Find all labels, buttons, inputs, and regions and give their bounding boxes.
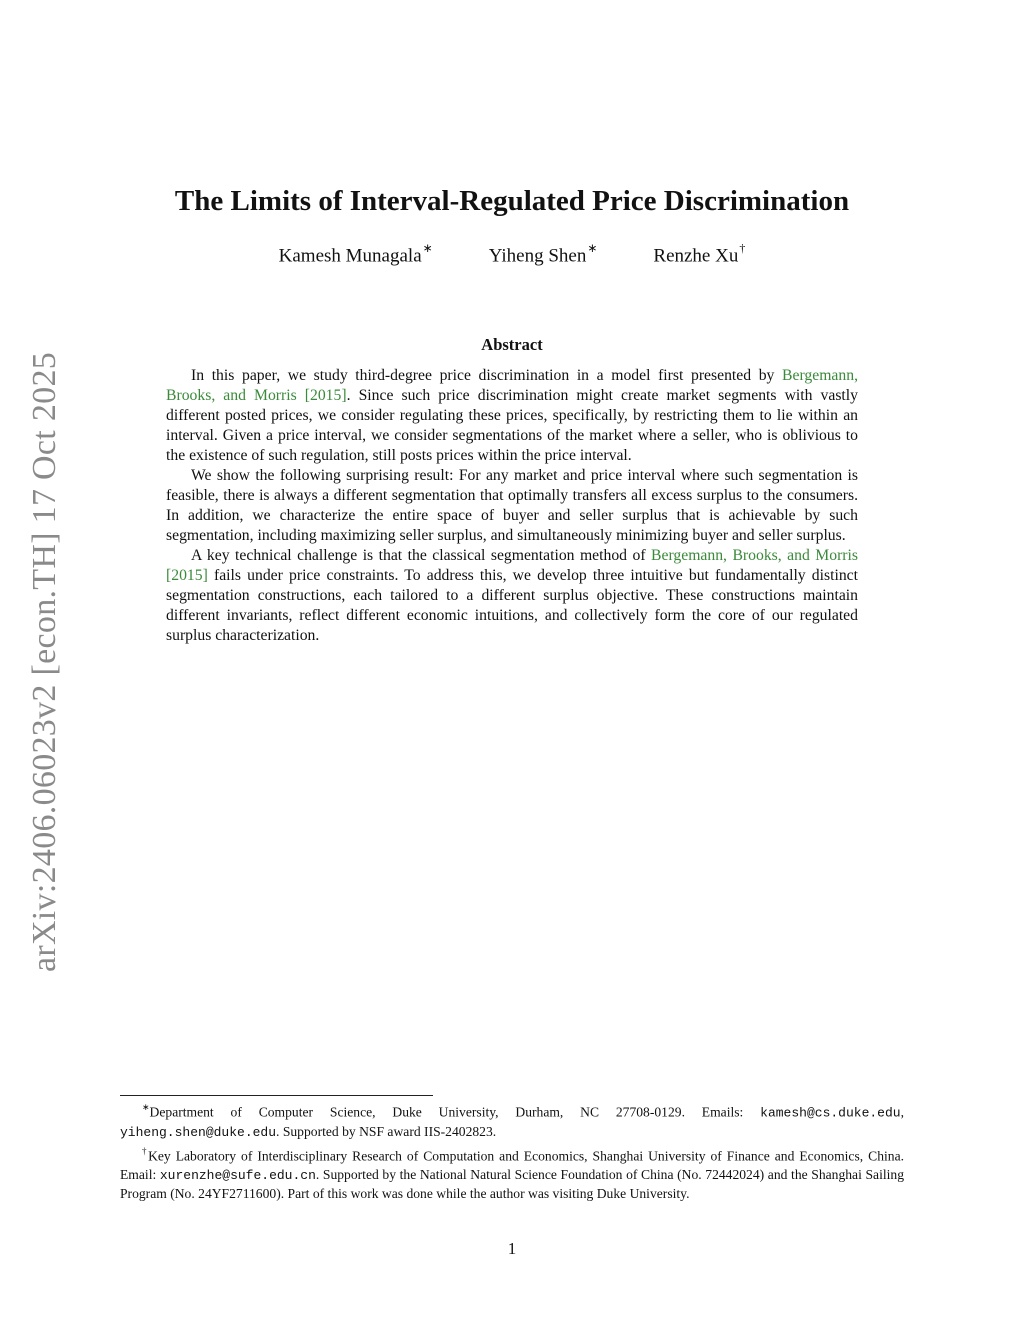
email-yiheng[interactable]: yiheng.shen@duke.edu [120, 1125, 277, 1141]
author-kamesh-munagala [279, 243, 433, 267]
footnote-text: Department of Computer Science, Duke University, Durham, NC 27708-0129. Emails: [149, 1104, 761, 1120]
footnote-text: . Supported by NSF award IIS-2402823. [276, 1124, 497, 1140]
author-name: Kamesh Munagala [278, 245, 422, 267]
abstract-text: We show the following surprising result: For any market and price interval where such segmentation is feasible, there is always a different segmentation that optimally transfers all excess surplus to the consumers. In addition, we characterize the entire space of buyer and seller surplus that is achievable by such segmentation, including maximizing seller surplus, and simultaneously minimizing buyer and seller surplus. [166, 467, 858, 544]
abstract-text: A key technical challenge is that the classical segmentation method of [191, 547, 652, 564]
author-affiliation-mark: ∗ [422, 241, 433, 255]
footnote-text: , [900, 1104, 904, 1120]
footnote-mark: ∗ [142, 1102, 150, 1112]
author-affiliation-mark: ∗ [587, 241, 598, 255]
author-name: Yiheng Shen [488, 245, 587, 267]
author-yiheng-shen [489, 243, 598, 267]
author-affiliation-mark: † [739, 241, 746, 255]
citation-link-bergemann-2015[interactable]: Bergemann, Brooks, and Morris [2015] [166, 547, 858, 584]
arxiv-identifier-stamp: arXiv:2406.06023v2 [econ.TH] 17 Oct 2025 [26, 351, 63, 973]
email-renzhe[interactable]: xurenzhe@sufe.edu.cn [159, 1167, 316, 1183]
abstract-body [166, 366, 858, 646]
footnote-affiliation-sufe [120, 1143, 904, 1204]
paper-title: The Limits of Interval-Regulated Price Discrimination [174, 185, 850, 217]
citation-link-bergemann-2015[interactable]: Bergemann, Brooks, and Morris [2015] [166, 367, 858, 404]
abstract-paragraph-1 [166, 366, 858, 466]
abstract-text: fails under price constraints. To address this, we develop three intuitive but fundamentally distinct segmentation constructions, each tailored to a different surplus objective. These constructions maintain different invariants, reflect different economic intuitions, and collectively form the core of our regulated surplus characterization. [166, 567, 858, 644]
author-name: Renzhe Xu [653, 245, 739, 267]
footnote-affiliation-duke [120, 1099, 904, 1143]
footnote-text: Key Laboratory of Interdisciplinary Research of Computation and Economics, Shanghai University of Finance and Economics, China. Email: [120, 1148, 904, 1182]
footnote-text: . Supported by the National Natural Science Foundation of China (No. 72442024) and the Shanghai Sailing Program (No. 24YF2711600). Part of this work was done while the author was visiting Duke University. [120, 1166, 904, 1202]
author-renzhe-xu [653, 243, 745, 267]
abstract-text: . Since such price discrimination might create market segments with vastly different posted prices, we consider regulating these prices, specifically, by restricting them to lie within an interval. Given a price interval, we consider segmentations of the market where a seller, who is oblivious to the existence of such regulation, still posts prices within the price interval. [166, 387, 858, 464]
email-kamesh[interactable]: kamesh@cs.duke.edu [760, 1105, 901, 1121]
page-number: 1 [507, 1239, 517, 1258]
author-list [0, 243, 1024, 267]
abstract-heading: Abstract [481, 335, 543, 354]
abstract-text: In this paper, we study third-degree price discrimination in a model first presented by [191, 367, 783, 384]
footnote-mark: † [142, 1145, 149, 1156]
abstract-paragraph-2 [166, 466, 858, 546]
footnotes [120, 1099, 904, 1204]
footnote-divider [120, 1095, 433, 1096]
abstract-paragraph-3 [166, 546, 858, 646]
